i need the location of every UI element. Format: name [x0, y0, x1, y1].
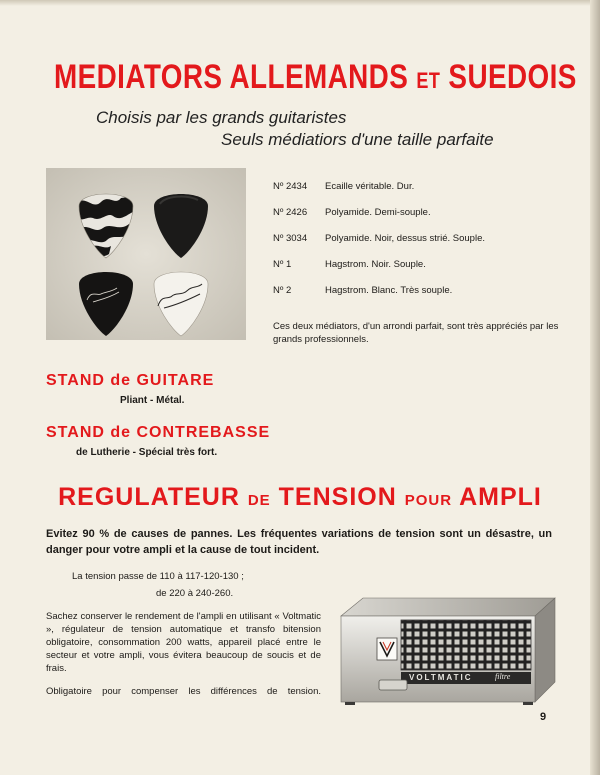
subtitle-line-2: Seuls médiatiors d'une taille parfaite	[221, 130, 494, 149]
device-brand-label: VOLTMATIC	[409, 673, 473, 682]
spec-number: Nº 2426	[273, 207, 308, 218]
regulator-title-tension: TENSION	[278, 483, 397, 511]
main-title	[54, 58, 577, 97]
regulator-lead: Evitez 90 % de causes de pannes. Les fréquentes variations de tension sont un désastre, un danger pour votre ampli et la cause de tout incident.	[46, 528, 552, 556]
main-title-part2: SUEDOIS	[448, 58, 577, 96]
voltmatic-illustration	[333, 590, 561, 710]
picks-illustration	[46, 168, 246, 340]
spec-description: Polyamide. Noir, dessus strié. Souple.	[325, 233, 485, 244]
regulator-title	[0, 483, 600, 512]
spec-description: Polyamide. Demi-souple.	[325, 207, 431, 218]
spec-description: Ecaille véritable. Dur.	[325, 181, 415, 192]
stand-guitar-subtitle: Pliant - Métal.	[120, 395, 185, 406]
page-number: 9	[540, 711, 547, 723]
regulator-title-pour: POUR	[404, 492, 453, 509]
regulator-title-word: REGULATEUR	[58, 483, 240, 511]
voltmatic-device	[333, 590, 561, 710]
spec-description: Hagstrom. Blanc. Très souple.	[325, 285, 453, 296]
regulator-title-de: DE	[247, 492, 271, 509]
main-title-conj: ET	[416, 68, 441, 93]
tension-line-2: de 220 à 240-260.	[156, 588, 234, 599]
regulator-title-ampli: AMPLI	[459, 483, 542, 511]
main-title-part1: MEDIATORS ALLEMANDS	[54, 58, 409, 96]
stand-bass-subtitle: de Lutherie - Spécial très fort.	[76, 447, 218, 458]
spec-number: Nº 1	[273, 259, 292, 270]
spec-number: Nº 2	[273, 285, 292, 296]
stand-bass-title: STAND de CONTREBASSE	[46, 424, 271, 441]
page-edge-right	[590, 0, 600, 775]
regulator-paragraph-2: Obligatoire pour compenser les différences de tension.	[46, 686, 321, 697]
stand-guitar-title: STAND de GUITARE	[46, 372, 215, 389]
spec-description: Hagstrom. Noir. Souple.	[325, 259, 426, 270]
spec-number: Nº 3034	[273, 233, 308, 244]
device-model-label: filtre	[495, 672, 511, 681]
subtitle-line-1: Choisis par les grands guitaristes	[96, 108, 347, 127]
page-edge-top	[0, 0, 600, 6]
regulator-paragraph: Sachez conserver le rendement de l'ampli en utilisant « Voltmatic », régulateur de tension automatique et transfo bitension obligatoire, consommation 200 watts, appareil placé entre le secteur et votre ampli, vous évitera beaucoup de soucis et de frais.	[46, 611, 321, 674]
picks-photo	[46, 168, 246, 340]
picks-note: Ces deux médiators, d'un arrondi parfait, sont très appréciés par les grands professionnels.	[273, 321, 559, 345]
tension-line-1: La tension passe de 110 à 117-120-130 ;	[72, 571, 244, 582]
spec-number: Nº 2434	[273, 181, 308, 192]
